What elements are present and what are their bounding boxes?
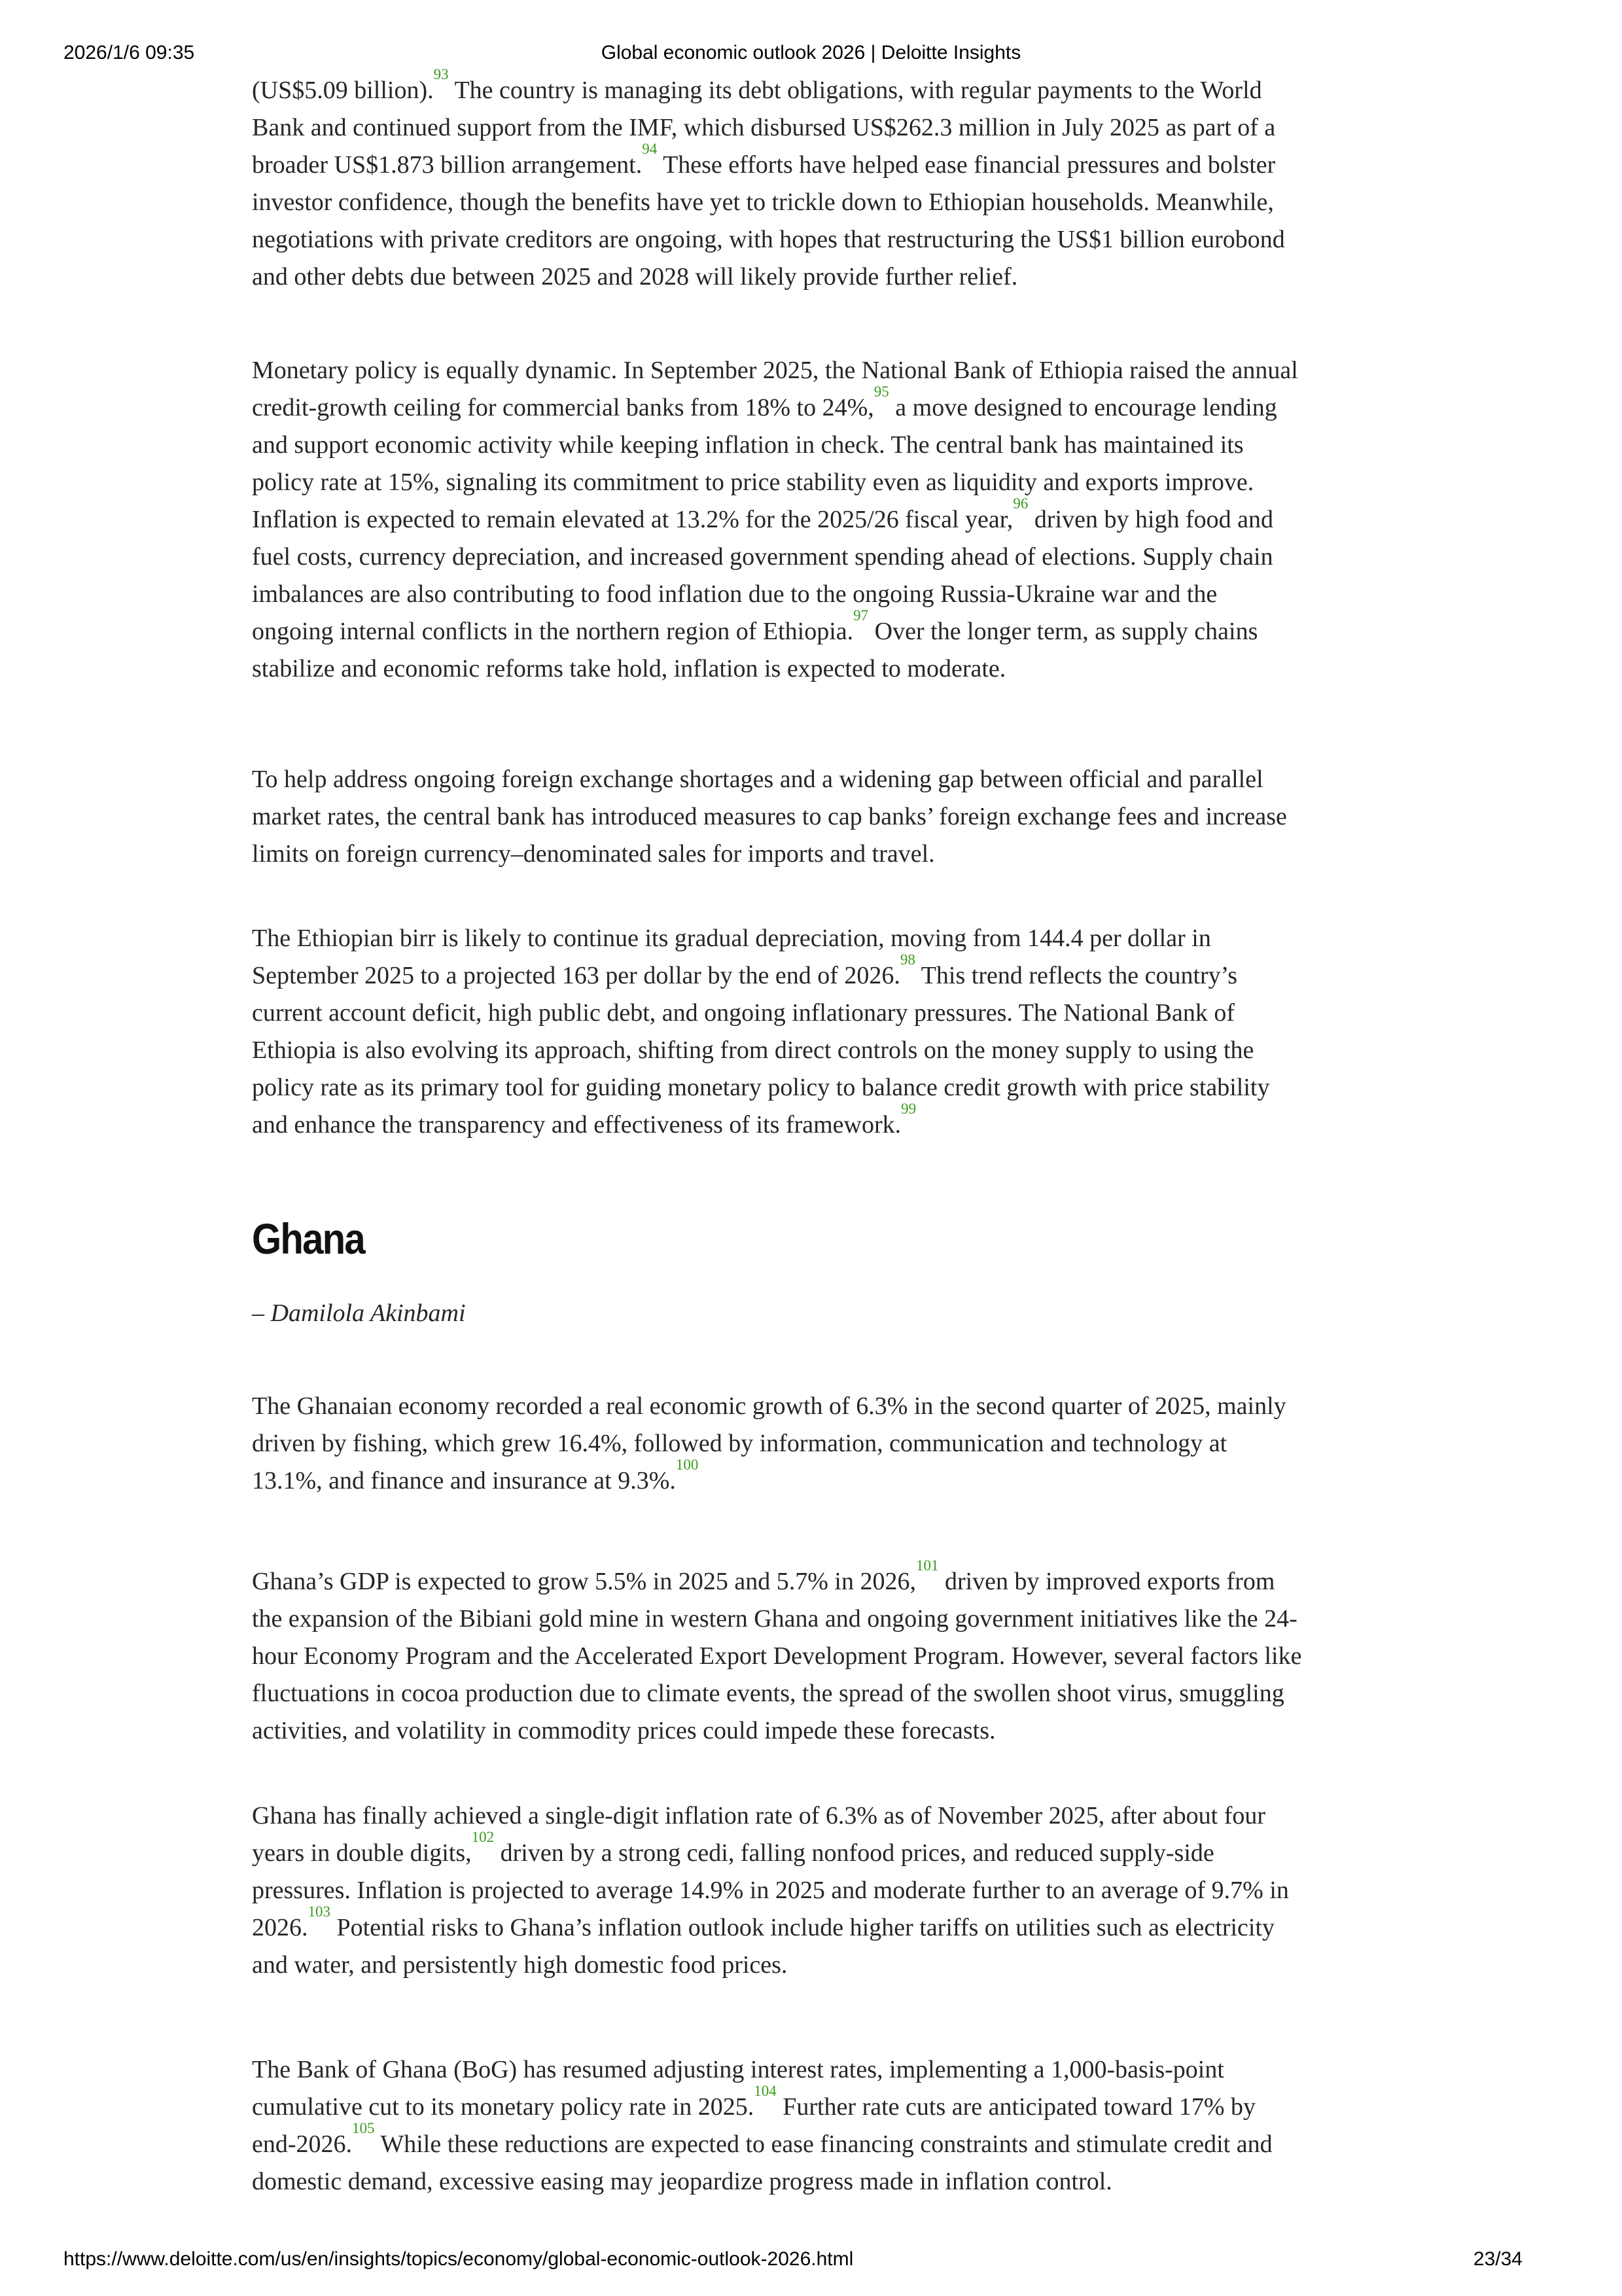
text-line bbox=[252, 1600, 1403, 1638]
text-segment: Further rate cuts are anticipated toward 17% by bbox=[776, 2093, 1256, 2121]
text-segment: The Bank of Ghana (BoG) has resumed adjusting interest rates, implementing a 1,000-basis-point bbox=[252, 2056, 1224, 2083]
text-line bbox=[252, 2083, 1403, 2126]
text-segment: domestic demand, excessive easing may jeopardize progress made in inflation control. bbox=[252, 2168, 1112, 2195]
footnote-link[interactable]: 97 bbox=[853, 607, 869, 624]
footnote-link[interactable]: 105 bbox=[352, 2120, 375, 2136]
body-paragraph bbox=[252, 2051, 1403, 2200]
page-title: Global economic outlook 2026 | Deloitte Insights bbox=[601, 42, 1021, 63]
text-segment: imbalances are also contributing to food inflation due to the ongoing Russia-Ukraine war and the bbox=[252, 580, 1218, 608]
text-segment: These efforts have helped ease financial pressures and bolster bbox=[657, 151, 1276, 179]
text-line bbox=[252, 951, 1403, 995]
footnote-link[interactable]: 103 bbox=[308, 1903, 330, 1920]
text-segment: driven by fishing, which grew 16.4%, followed by information, communication and technology at bbox=[252, 1430, 1227, 1457]
text-segment: 2026. bbox=[252, 1914, 308, 1941]
page-number: 23/34 bbox=[1473, 2248, 1523, 2270]
text-segment: the expansion of the Bibiani gold mine in western Ghana and ongoing government initiatives like the 24- bbox=[252, 1605, 1297, 1633]
author-byline: – Damilola Akinbami bbox=[252, 1299, 466, 1327]
text-line bbox=[252, 836, 1403, 873]
text-segment: and enhance the transparency and effectiveness of its framework. bbox=[252, 1111, 902, 1139]
text-segment: The Ethiopian birr is likely to continue its gradual depreciation, moving from 144.4 per dollar in bbox=[252, 925, 1211, 952]
text-segment: and water, and persistently high domestic food prices. bbox=[252, 1951, 788, 1979]
text-segment: broader US$1.873 billion arrangement. bbox=[252, 151, 643, 179]
text-line bbox=[252, 2120, 1403, 2163]
text-line bbox=[252, 66, 1403, 109]
footnote-link[interactable]: 99 bbox=[901, 1101, 917, 1117]
text-segment: credit-growth ceiling for commercial banks from 18% to 24%, bbox=[252, 394, 874, 421]
text-segment: Monetary policy is equally dynamic. In September 2025, the National Bank of Ethiopia raised the annual bbox=[252, 357, 1298, 384]
text-line bbox=[252, 1425, 1403, 1462]
text-line bbox=[252, 2051, 1403, 2089]
text-segment: fuel costs, currency depreciation, and increased government spending ahead of elections. Supply chain bbox=[252, 543, 1273, 571]
text-line bbox=[252, 495, 1403, 539]
text-line bbox=[252, 650, 1403, 688]
text-segment: 13.1%, and finance and insurance at 9.3%. bbox=[252, 1467, 676, 1494]
text-line bbox=[252, 1457, 1403, 1500]
text-segment: This trend reflects the country’s bbox=[915, 962, 1238, 989]
text-segment: Potential risks to Ghana’s inflation outlook include higher tariffs on utilities such as electricity bbox=[330, 1914, 1275, 1941]
text-line bbox=[252, 1069, 1403, 1106]
text-segment: driven by a strong cedi, falling nonfood prices, and reduced supply-side bbox=[494, 1839, 1214, 1867]
text-line bbox=[252, 1797, 1403, 1835]
text-segment: hour Economy Program and the Accelerated Export Development Program. However, several factors like bbox=[252, 1642, 1302, 1670]
text-line bbox=[252, 184, 1403, 221]
text-line bbox=[252, 464, 1403, 501]
text-line bbox=[252, 141, 1403, 184]
text-segment: investor confidence, though the benefits have yet to trickle down to Ethiopian households. Meanwhile, bbox=[252, 188, 1274, 216]
text-segment: (US$5.09 billion). bbox=[252, 77, 434, 104]
text-segment: and other debts due between 2025 and 2028 will likely provide further relief. bbox=[252, 263, 1018, 291]
text-segment: The country is managing its debt obligations, with regular payments to the World bbox=[448, 77, 1262, 104]
text-line bbox=[252, 607, 1403, 650]
text-segment: and support economic activity while keeping inflation in check. The central bank has maintained its bbox=[252, 431, 1244, 459]
body-paragraph bbox=[252, 1388, 1403, 1500]
body-paragraph bbox=[252, 66, 1403, 296]
text-segment: ongoing internal conflicts in the northern region of Ethiopia. bbox=[252, 618, 854, 645]
text-segment: To help address ongoing foreign exchange shortages and a widening gap between official and parallel bbox=[252, 766, 1263, 793]
text-line bbox=[252, 352, 1403, 389]
text-segment: a move designed to encourage lending bbox=[889, 394, 1277, 421]
text-segment: years in double digits, bbox=[252, 1839, 472, 1867]
text-segment: current account deficit, high public debt, and ongoing inflationary pressures. The National Bank of bbox=[252, 999, 1235, 1027]
text-line bbox=[252, 109, 1403, 147]
text-line bbox=[252, 761, 1403, 798]
text-line bbox=[252, 2163, 1403, 2200]
footnote-link[interactable]: 101 bbox=[915, 1557, 939, 1574]
body-paragraph bbox=[252, 1557, 1403, 1750]
footnote-link[interactable]: 96 bbox=[1013, 495, 1029, 512]
text-segment: Over the longer term, as supply chains bbox=[868, 618, 1258, 645]
text-line bbox=[252, 920, 1403, 957]
text-segment: September 2025 to a projected 163 per dollar by the end of 2026. bbox=[252, 962, 900, 989]
footnote-link[interactable]: 100 bbox=[675, 1457, 699, 1473]
text-segment: pressures. Inflation is projected to average 14.9% in 2025 and moderate further to an average of 9.7% in bbox=[252, 1877, 1289, 1904]
text-segment: stabilize and economic reforms take hold, inflation is expected to moderate. bbox=[252, 655, 1006, 682]
footnote-link[interactable]: 94 bbox=[642, 141, 658, 157]
text-line bbox=[252, 1903, 1403, 1947]
text-line bbox=[252, 576, 1403, 613]
text-segment: Ethiopia is also evolving its approach, shifting from direct controls on the money supply to using the bbox=[252, 1036, 1254, 1064]
text-segment: Ghana’s GDP is expected to grow 5.5% in 2025 and 5.7% in 2026, bbox=[252, 1568, 916, 1595]
text-segment: Ghana has finally achieved a single-digit inflation rate of 6.3% as of November 2025, after about four bbox=[252, 1802, 1266, 1829]
text-line bbox=[252, 1829, 1403, 1872]
text-line bbox=[252, 1947, 1403, 1984]
text-line bbox=[252, 539, 1403, 576]
text-line bbox=[252, 1388, 1403, 1425]
text-segment: negotiations with private creditors are ongoing, with hopes that restructuring the US$1 billion eurobond bbox=[252, 226, 1285, 253]
text-segment: driven by high food and bbox=[1028, 506, 1274, 533]
footnote-link[interactable]: 95 bbox=[873, 383, 889, 400]
text-line bbox=[252, 258, 1403, 296]
section-heading: Ghana bbox=[252, 1214, 364, 1263]
body-paragraph bbox=[252, 920, 1403, 1144]
text-line bbox=[252, 1032, 1403, 1069]
text-line bbox=[252, 221, 1403, 258]
text-segment: activities, and volatility in commodity prices could impede these forecasts. bbox=[252, 1717, 996, 1744]
text-line bbox=[252, 995, 1403, 1032]
body-paragraph bbox=[252, 352, 1403, 688]
text-segment: market rates, the central bank has introduced measures to cap banks’ foreign exchange fees and increase bbox=[252, 803, 1287, 830]
body-paragraph bbox=[252, 1797, 1403, 1984]
text-line bbox=[252, 798, 1403, 836]
text-line bbox=[252, 1712, 1403, 1750]
text-line bbox=[252, 1638, 1403, 1675]
text-segment: Inflation is expected to remain elevated at 13.2% for the 2025/26 fiscal year, bbox=[252, 506, 1014, 533]
text-line bbox=[252, 427, 1403, 464]
text-line bbox=[252, 1557, 1403, 1600]
page-url[interactable]: https://www.deloitte.com/us/en/insights/topics/economy/global-economic-outlook-2026.html bbox=[63, 2248, 854, 2270]
text-segment: cumulative cut to its monetary policy rate in 2025. bbox=[252, 2093, 754, 2121]
text-line bbox=[252, 383, 1403, 427]
text-segment: While these reductions are expected to ease financing constraints and stimulate credit and bbox=[374, 2130, 1273, 2158]
text-segment: The Ghanaian economy recorded a real economic growth of 6.3% in the second quarter of 2025, mainly bbox=[252, 1392, 1286, 1420]
text-segment: limits on foreign currency–denominated sales for imports and travel. bbox=[252, 840, 935, 868]
text-segment: policy rate at 15%, signaling its commitment to price stability even as liquidity and exports improve. bbox=[252, 468, 1254, 496]
text-line bbox=[252, 1101, 1403, 1144]
text-segment: driven by improved exports from bbox=[938, 1568, 1275, 1595]
print-datetime: 2026/1/6 09:35 bbox=[63, 42, 195, 63]
footnote-link[interactable]: 93 bbox=[433, 66, 449, 82]
text-segment: policy rate as its primary tool for guiding monetary policy to balance credit growth with price stability bbox=[252, 1074, 1270, 1101]
footnote-link[interactable]: 104 bbox=[754, 2083, 777, 2099]
text-line bbox=[252, 1675, 1403, 1712]
body-paragraph bbox=[252, 761, 1403, 873]
text-line bbox=[252, 1872, 1403, 1909]
text-segment: Bank and continued support from the IMF, which disbursed US$262.3 million in July 2025 as part of a bbox=[252, 114, 1276, 141]
footnote-link[interactable]: 98 bbox=[900, 951, 915, 968]
footnote-link[interactable]: 102 bbox=[471, 1829, 495, 1845]
text-segment: fluctuations in cocoa production due to climate events, the spread of the swollen shoot virus, smuggling bbox=[252, 1680, 1284, 1707]
text-segment: end-2026. bbox=[252, 2130, 353, 2158]
